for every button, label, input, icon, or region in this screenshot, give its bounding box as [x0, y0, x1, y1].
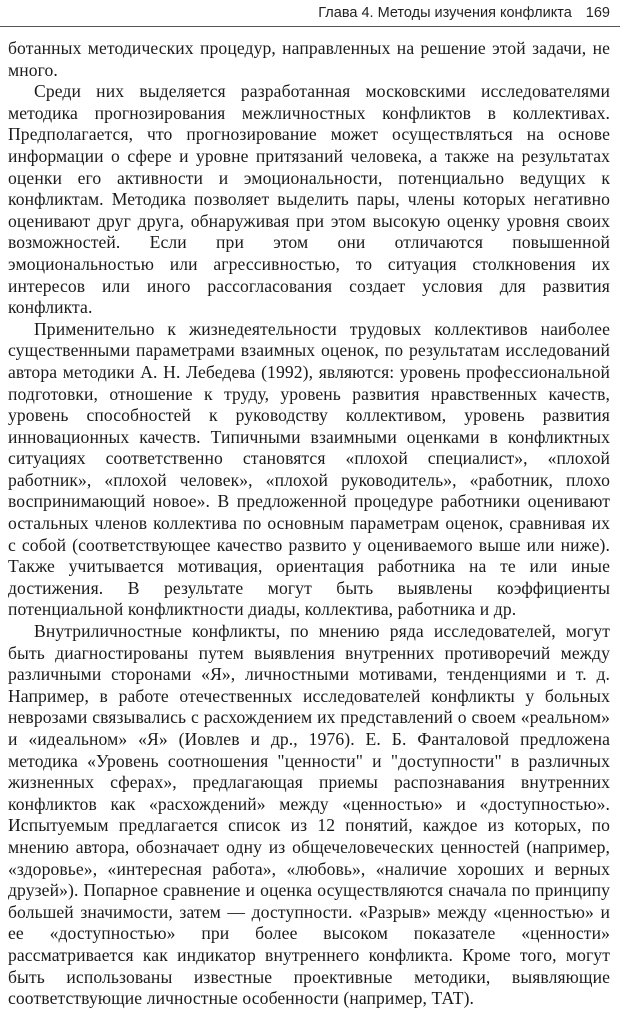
running-head	[0, 3, 610, 23]
chapter-title: Глава 4. Методы изучения конфликта	[318, 5, 572, 21]
paragraph-intrapersonal-conflicts: Внутриличностные конфликты, по мнению ряда исследователей, могут быть диагностированы путем выявления внутренних противоречий между различными сторонами «Я», личностными мотивами, тенденциями и т. д. Например, в работе отечественных исследователей конфликты у больных неврозами связывались с расхождением их представлений о своем «реальном» и «идеальном» «Я» (Иовлев и др., 1976). Е. Б. Фанталовой предложена методика «Уровень соотношения "ценности" и "доступности" в различных жизненных сферах», предлагающая приемы распознавания внутренних конфликтов как «расхождений» между «ценностью» и «доступностью». Испытуемым предлагается список из 12 понятий, каждое из которых, по мнению автора, обозначает одну из общечеловеческих ценностей (например, «здоровье», «интересная работа», «любовь», «наличие хороших и верных друзей»). Попарное сравнение и оценка осуществляются сначала по принципу большей значимости, затем — доступности. «Разрыв» между «ценностью» и ее «доступностью» при более высоком показателе «ценности» рассматривается как индикатор внутреннего конфликта. Кроме того, могут быть использованы известные проективные методики, выявляющие соответствующие личностные особенности (например, ТАТ).	[8, 621, 610, 1009]
paragraph-continuation: ботанных методических процедур, направленных на решение этой задачи, не много.	[8, 38, 610, 80]
page-number: 169	[585, 5, 610, 21]
header-rule	[0, 26, 620, 27]
paragraph-mutual-assessments: Применительно к жизнедеятельности трудовых коллективов наиболее существенными параметрами взаимных оценок, по результатам исследований автора методики А. Н. Лебедева (1992), являются: уровень профессиональной подготовки, отношение к труду, уровень развития нравственных качеств, уровень способностей к руководству коллективом, уровень развития инновационных качеств. Типичными взаимными оценками в конфликтных ситуациях соответственно становятся «плохой специалист», «плохой работник», «плохой человек», «плохой руководитель», «работник, плохо воспринимающий новое». В предложенной процедуре работники оценивают остальных членов коллектива по основным параметрам оценок, сравнивая их с собой (соответствующее качество развито у оцениваемого выше или ниже). Также учитывается мотивация, ориентация работника на те или иные достижения. В результате могут быть выявлены коэффициенты потенциальной конфликтности диады, коллектива, работника и др.	[8, 318, 610, 620]
text-body	[8, 38, 610, 1010]
paragraph-forecasting-method: Среди них выделяется разработанная московскими исследователями методика прогнозирования межличностных конфликтов в коллективах. Предполагается, что прогнозирование может осуществляться на основе информации о сфере и уровне притязаний человека, а также на результатах оценки его активности и эмоциональности, потенциально ведущих к конфликтам. Методика позволяет выделить пары, члены которых негативно оценивают друг друга, обнаруживая при этом высокую оценку уровня своих возможностей. Если при этом они отличаются повышенной эмоциональностью или агрессивностью, то ситуация столкновения их интересов или иного рассогласования создает условия для развития конфликта.	[8, 81, 610, 318]
